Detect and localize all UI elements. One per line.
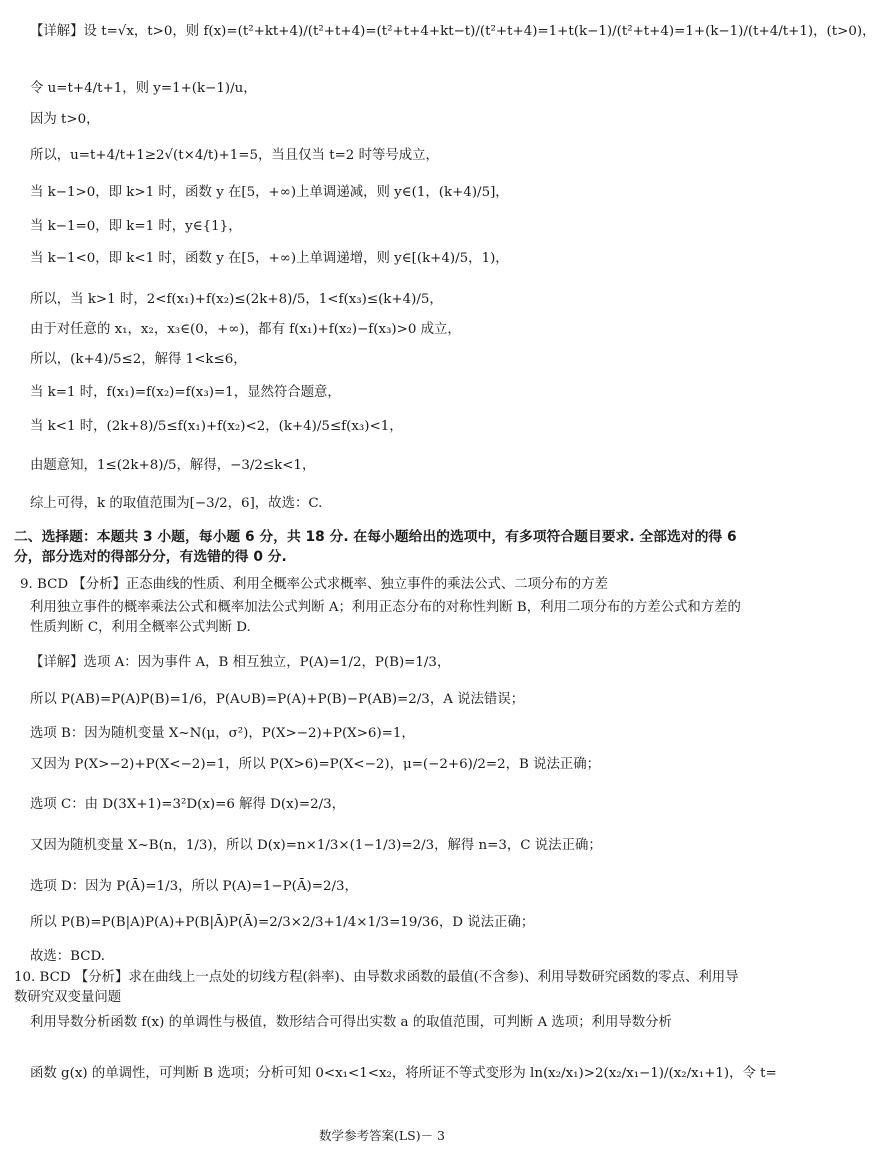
text-line: 当 k<1 时，(2k+8)/5≤f(x₁)+f(x₂)<2，(k+4)/5≤f(x₃)<1， xyxy=(30,419,403,434)
text-line: 所以，(k+4)/5≤2，解得 1<k≤6， xyxy=(30,352,247,367)
text-line: 综上可得，k 的取值范围为[−3/2，6]，故选：C. xyxy=(30,496,323,511)
text-line: 所以 P(B)=P(B|A)P(A)+P(B|Ā)P(Ā)=2/3×2/3+1/4×1/3=19/36，D 说法正确； xyxy=(30,915,535,930)
section-heading: 二、选择题：本题共 3 小题，每小题 6 分，共 18 分. 在每小题给出的选项中，有多项符合题目要求. 全部选对的得 6 分，部分选对的得部分分，有选错的得 0 分. xyxy=(14,529,737,565)
text-line: 选项 B：因为随机变量 X~N(μ，σ²)，P(X>−2)+P(X>6)=1， xyxy=(30,726,415,741)
text-line: 当 k−1=0，即 k=1 时，y∈{1}， xyxy=(30,219,242,234)
text-line: 又因为随机变量 X~B(n，1/3)，所以 D(x)=n×1/3×(1−1/3)=2/3，解得 n=3，C 说法正确； xyxy=(30,838,602,853)
text-line: 由题意知，1≤(2k+8)/5，解得，−3/2≤k<1， xyxy=(30,458,316,473)
text-line: 令 u=t+4/t+1，则 y=1+(k−1)/u， xyxy=(30,81,257,96)
text-line: 当 k=1 时，f(x₁)=f(x₂)=f(x₃)=1，显然符合题意， xyxy=(30,385,341,400)
text-line: 选项 C：由 D(3X+1)=3²D(x)=6 解得 D(x)=2/3， xyxy=(30,797,346,812)
question-9-analysis: 9. BCD 【分析】正态曲线的性质、利用全概率公式求概率、独立事件的乘法公式、二项分布的方差 xyxy=(20,577,608,592)
page-footer: 数学参考答案(LS)－ 3 xyxy=(318,1128,446,1143)
text-line: 【详解】设 t=√x，t>0，则 f(x)=(t²+kt+4)/(t²+t+4)=(t²+t+4+kt−t)/(t²+t+4)=1+t(k−1)/(t²+t+4)=1+(k−1)/(t+4/t+1)，(t>0)， xyxy=(30,24,875,39)
text-line: 所以，u=t+4/t+1≥2√(t×4/t)+1=5，当且仅当 t=2 时等号成立， xyxy=(30,148,439,163)
text-line: 利用导数分析函数 f(x) 的单调性与极值，数形结合可得出实数 a 的取值范围，可判断 A 选项；利用导数分析 xyxy=(30,1015,672,1030)
text-line: 由于对任意的 x₁，x₂，x₃∈(0，+∞)，都有 f(x₁)+f(x₂)−f(x₃)>0 成立， xyxy=(30,322,461,337)
text-line: 当 k−1>0，即 k>1 时，函数 y 在[5，+∞)上单调递减，则 y∈(1，(k+4)/5]， xyxy=(30,185,509,200)
text-line: 因为 t>0， xyxy=(30,112,100,127)
text-line: 选项 D：因为 P(Ā)=1/3，所以 P(A)=1−P(Ā)=2/3， xyxy=(30,879,358,894)
text-line: 又因为 P(X>−2)+P(X<−2)=1，所以 P(X>6)=P(X<−2)，μ=(−2+6)/2=2，B 说法正确； xyxy=(30,757,601,772)
text-line: 所以，当 k>1 时，2<f(x₁)+f(x₂)≤(2k+8)/5，1<f(x₃)≤(k+4)/5， xyxy=(30,292,443,307)
question-10-analysis: 10. BCD 【分析】求在曲线上一点处的切线方程(斜率)、由导数求函数的最值(不含参)、利用导数研究函数的零点、利用导数研究双变量问题 xyxy=(14,970,739,1005)
text-line: 【详解】选项 A：因为事件 A，B 相互独立，P(A)=1/2，P(B)=1/3， xyxy=(30,655,451,670)
text-line: 函数 g(x) 的单调性，可判断 B 选项；分析可知 0<x₁<1<x₂，将所证不等式变形为 ln(x₂/x₁)>2(x₂/x₁−1)/(x₂/x₁+1)，令 t= xyxy=(30,1066,777,1081)
text-line: 所以 P(AB)=P(A)P(B)=1/6，P(A∪B)=P(A)+P(B)−P(AB)=2/3，A 说法错误； xyxy=(30,692,525,707)
text-line: 利用独立事件的概率乘法公式和概率加法公式判断 A；利用正态分布的对称性判断 B，利用二项分布的方差公式和方差的性质判断 C，利用全概率公式判断 D. xyxy=(30,600,741,635)
text-line: 当 k−1<0，即 k<1 时，函数 y 在[5，+∞)上单调递增，则 y∈[(k+4)/5，1)， xyxy=(30,251,509,266)
text-line: 故选：BCD. xyxy=(30,949,106,964)
